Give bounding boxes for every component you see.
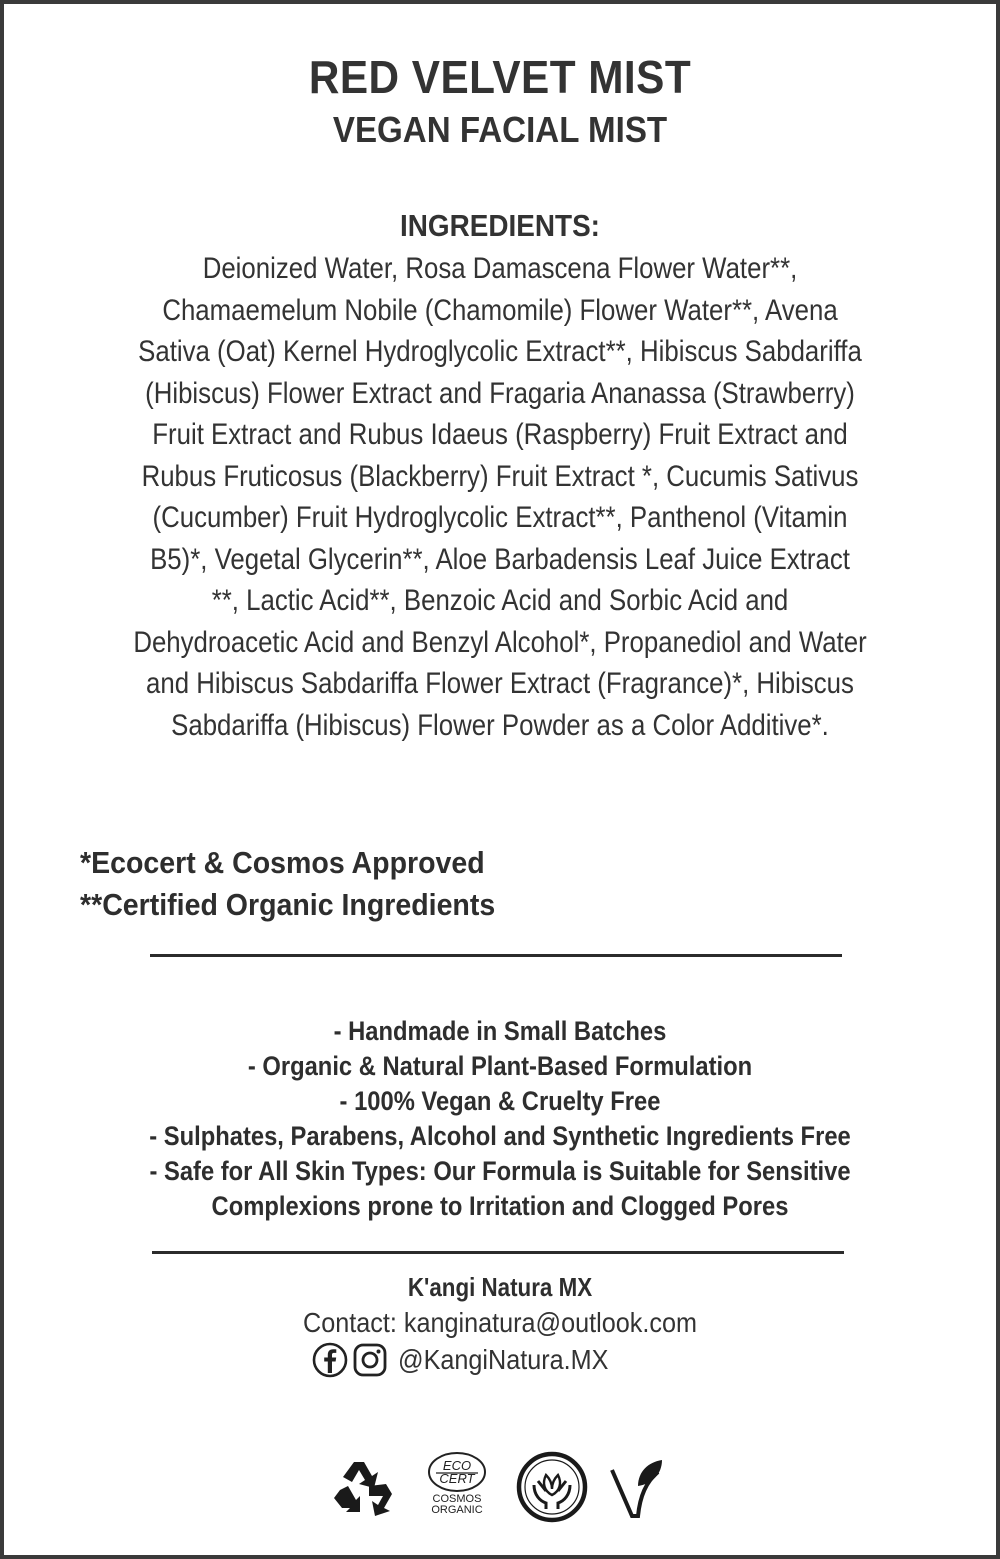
ingredients-line: Fruit Extract and Rubus Idaeus (Raspberry) Fruit Extract and (152, 418, 848, 451)
instagram-icon[interactable] (352, 1342, 388, 1378)
ingredients-line: Chamaemelum Nobile (Chamomile) Flower Water**, Avena (162, 293, 838, 327)
feature-item: - Safe for All Skin Types: Our Formula is Suitable for Sensitive (149, 1156, 851, 1186)
ingredients-line: B5)*, Vegetal Glycerin**, Aloe Barbadensis Leaf Juice Extract (150, 542, 850, 576)
ecocert-note: *Ecocert & Cosmos Approved (80, 845, 485, 880)
ingredients-line: **, Lactic Acid**, Benzoic Acid and Sorbic Acid and (211, 584, 789, 617)
ecocert-emblem (424, 1450, 490, 1494)
ingredients-line: Sativa (Oat) Kernel Hydroglycolic Extract**, Hibiscus Sabdariffa (138, 335, 862, 368)
feature-item: - 100% Vegan & Cruelty Free (339, 1086, 661, 1116)
organic-note: **Certified Organic Ingredients (80, 887, 496, 922)
feature-item: Complexions prone to Irritation and Clogged Pores (211, 1191, 789, 1221)
ecocert-text-eco: ECO (442, 1458, 472, 1473)
product-subtitle: VEGAN FACIAL MIST (332, 109, 668, 150)
ecocert-text-cert: CERT (439, 1471, 475, 1486)
social-links (312, 1340, 632, 1380)
ingredients-line: (Cucumber) Fruit Hydroglycolic Extract**, Panthenol (Vitamin (152, 501, 848, 534)
feature-item: - Handmade in Small Batches (333, 1016, 667, 1046)
certification-notes (80, 842, 531, 926)
vegan-leaf-icon (608, 1456, 664, 1520)
facebook-icon[interactable] (312, 1342, 348, 1378)
divider (150, 954, 842, 957)
contact-email: Contact: kanginatura@outlook.com (302, 1307, 698, 1338)
recycle-icon (330, 1454, 400, 1524)
features-list (60, 1014, 940, 1224)
feature-item: - Sulphates, Parabens, Alcohol and Synthetic Ingredients Free (149, 1121, 851, 1151)
ingredients-list (60, 248, 940, 746)
certification-logos (0, 1450, 1000, 1530)
ingredients-line: and Hibiscus Sabdariffa Flower Extract (Fragrance)*, Hibiscus (146, 667, 854, 700)
ingredients-line: Dehydroacetic Acid and Benzyl Alcohol*, Propanediol and Water (133, 625, 867, 659)
ingredients-line: Rubus Fruticosus (Blackberry) Fruit Extract *, Cucumis Sativus (141, 459, 859, 493)
feature-item: - Organic & Natural Plant-Based Formulation (247, 1051, 753, 1081)
social-handle: @KangiNatura.MX (398, 1344, 609, 1375)
brand-name: K'angi Natura MX (407, 1272, 593, 1302)
ingredients-line: Sabdariffa (Hibiscus) Flower Powder as a Color Additive*. (171, 708, 829, 742)
ingredients-line: Deionized Water, Rosa Damascena Flower Water**, (202, 252, 798, 285)
divider (152, 1251, 844, 1254)
product-title: RED VELVET MIST (308, 51, 692, 103)
ecocert-caption-line: COSMOS (432, 1493, 482, 1505)
ingredients-heading: INGREDIENTS: (400, 208, 600, 243)
ingredients-line: (Hibiscus) Flower Extract and Fragaria Ananassa (Strawberry) (145, 376, 855, 410)
ecocert-caption (424, 1494, 490, 1516)
cruelty-free-hands-icon (516, 1451, 588, 1523)
ecocert-caption-line: ORGANIC (431, 1504, 483, 1516)
ecocert-logo (424, 1450, 490, 1526)
